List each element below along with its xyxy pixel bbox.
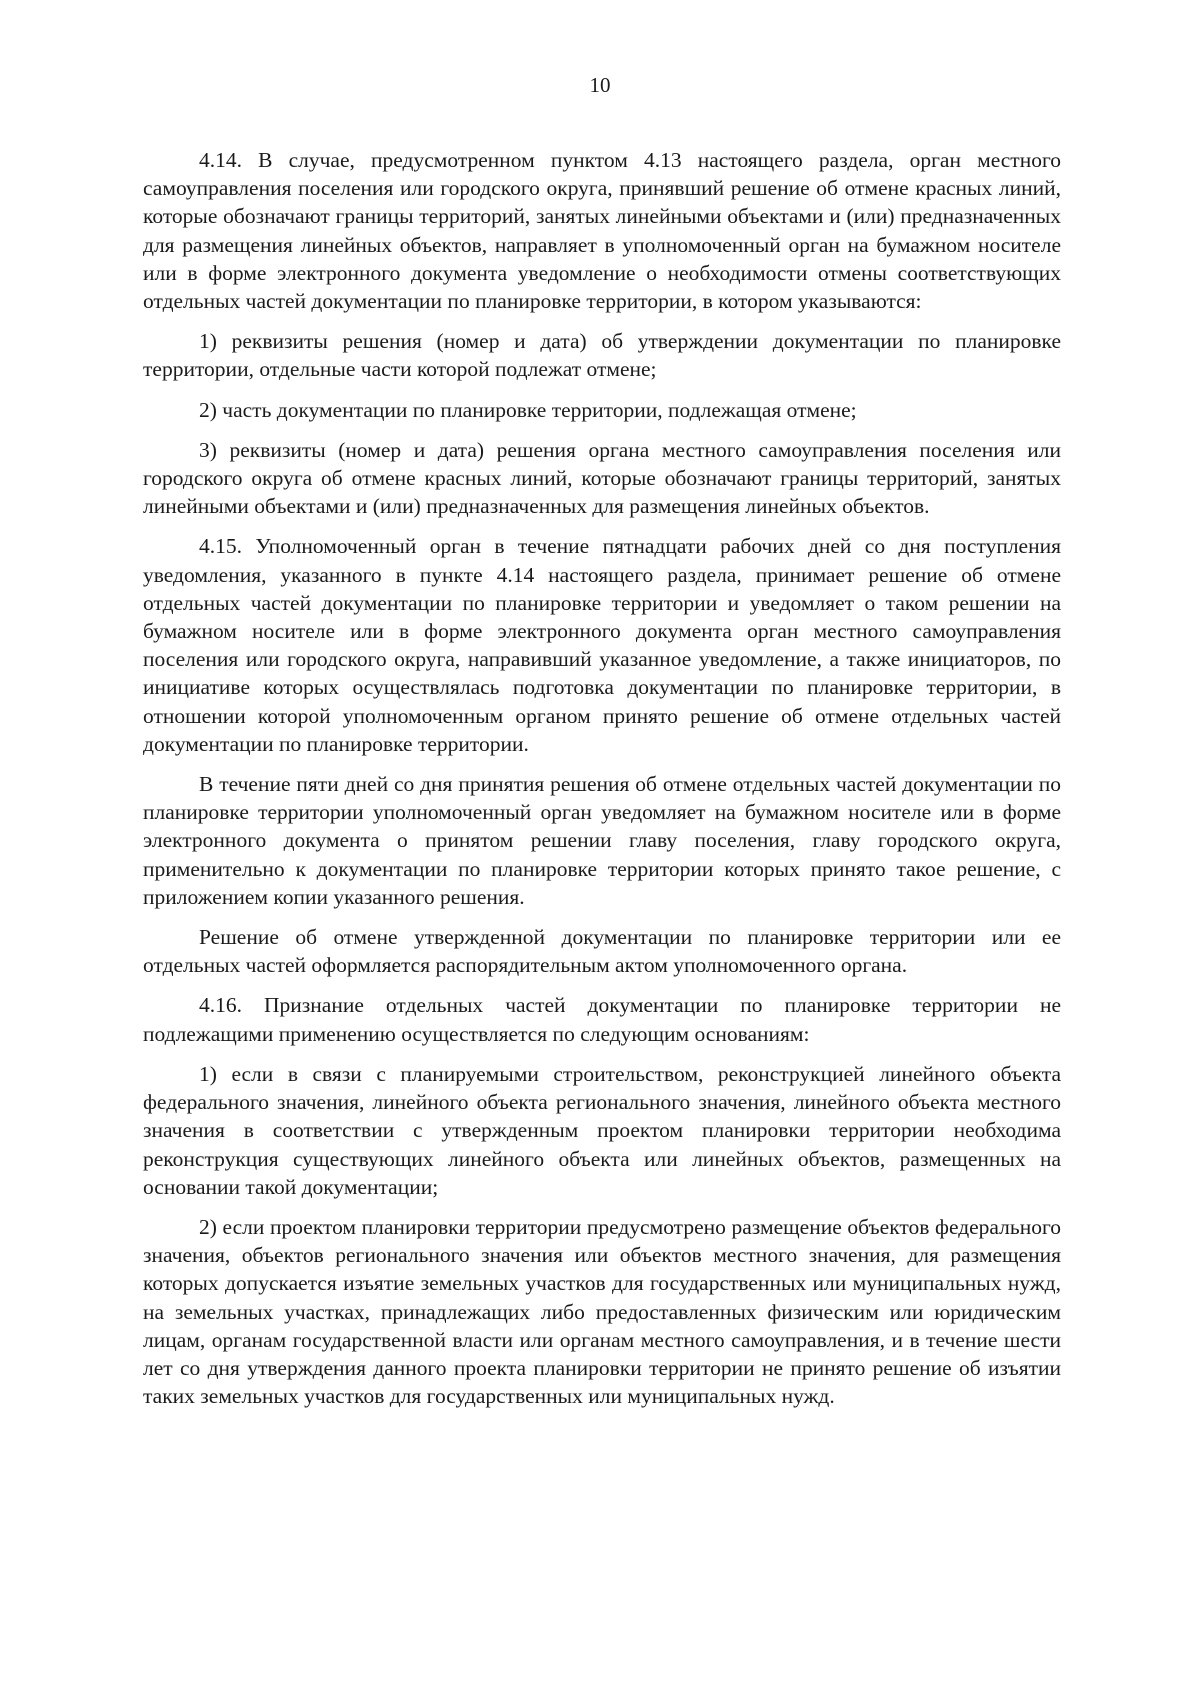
paragraph-4-14-item-3: 3) реквизиты (номер и дата) решения органа местного самоуправления поселения или городского округа об отмене красных линий, которые обозначают границы территорий, занятых линейными объектами и (или) предназначенных для размещения линейных объектов. (143, 437, 1061, 519)
paragraph-4-16-item-1: 1) если в связи с планируемыми строительством, реконструкцией линейного объекта федерального значения, линейного объекта регионального значения, линейного объекта местного значения в соответствии с утвержденным проектом планировки территории необходима реконструкция существующих линейного объекта или линейных объектов, размещенных на основании такой документации; (143, 1061, 1061, 1199)
paragraph-4-15-decision: Решение об отмене утвержденной документации по планировке территории или ее отдельных частей оформляется распорядительным актом уполномоченного органа. (143, 925, 1061, 978)
paragraph-4-16-item-2: 2) если проектом планировки территории предусмотрено размещение объектов федерального значения, объектов регионального значения или объектов местного значения, для размещения которых допускается изъятие земельных участков для государственных или муниципальных нужд, на земельных участках, принадлежащих либо предоставленных физическим или юридическим лицам, органам государственной власти или органам местного самоуправления, и в течение шести лет со дня утверждения данного проекта планировки территории не принято решение об изъятии таких земельных участков для государственных или муниципальных нужд. (143, 1214, 1061, 1409)
document-body (143, 146, 1061, 1422)
paragraph-4-16: 4.16. Признание отдельных частей документации по планировке территории не подлежащими применению осуществляется по следующим основаниям: (143, 993, 1061, 1046)
paragraph-4-14-item-2: 2) часть документации по планировке территории, подлежащая отмене; (199, 397, 857, 422)
paragraph-4-14: 4.14. В случае, предусмотренном пунктом 4.13 настоящего раздела, орган местного самоуправления поселения или городского округа, принявший решение об отмене красных линий, которые обозначают границы территорий, занятых линейными объектами и (или) предназначенных для размещения линейных объектов, направляет в уполномоченный орган на бумажном носителе или в форме электронного документа уведомление о необходимости отмены соответствующих отдельных частей документации по планировке территории, в котором указываются: (143, 148, 1061, 314)
paragraph-4-15-notice: В течение пяти дней со дня принятия решения об отмене отдельных частей документации по планировке территории уполномоченный орган уведомляет на бумажном носителе или в форме электронного документа о принятом решении главу поселения, главу городского округа, применительно к документации по планировке территории которых принято такое решение, с приложением копии указанного решения. (143, 772, 1061, 909)
paragraph-4-15: 4.15. Уполномоченный орган в течение пятнадцати рабочих дней со дня поступления уведомления, указанного в пункте 4.14 настоящего раздела, принимает решение об отмене отдельных частей документации по планировке территории и уведомляет о таком решении на бумажном носителе или в форме электронного документа орган местного самоуправления поселения или городского округа, направивший указанное уведомление, а также инициаторов, по инициативе которых осуществлялась подготовка документации по планировке территории, в отношении которой уполномоченным органом принято решение об отмене отдельных частей документации по планировке территории. (143, 534, 1061, 756)
page-number: 10 (589, 73, 611, 97)
paragraph-4-14-item-1: 1) реквизиты решения (номер и дата) об утверждении документации по планировке территории, отдельные части которой подлежат отмене; (143, 329, 1061, 382)
